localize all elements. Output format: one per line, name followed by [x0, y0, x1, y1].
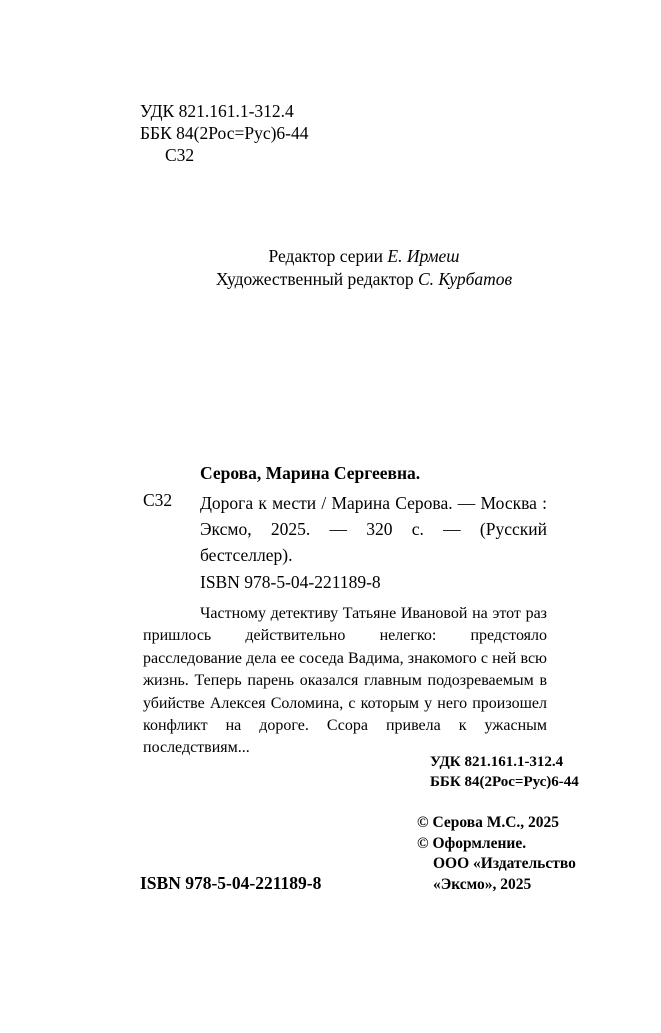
- art-editor-line: [130, 268, 598, 291]
- art-editor-name: С. Курбатов: [418, 269, 513, 289]
- bbk-top: ББК 84(2Рос=Рус)6-44: [140, 123, 309, 143]
- series-editor-label: Редактор серии: [268, 246, 388, 266]
- copyright-design-line: © Оформление.: [417, 834, 527, 852]
- annotation-text: Частному детективу Татьяне Ивановой на этот раз пришлось действительно нелегко: предстояло расследование дела ее соседа Вадима, знакомого с ней всю жизнь. Теперь парень оказался главным подозреваемым в убийстве Алексея Соломина, с которым у него произошел конфликт на дороге. Ссора привела к ужасным последствиям...: [143, 605, 547, 757]
- catalog-code: С32: [143, 490, 173, 510]
- bbk-right: ББК 84(2Рос=Рус)6-44: [430, 773, 579, 790]
- right-codes-block: [430, 753, 579, 792]
- catalog-author: Серова, Марина Сергеевна.: [200, 463, 421, 483]
- copyright-publisher-line2: «Эксмо», 2025: [433, 875, 532, 893]
- udk-right: УДК 821.161.1-312.4: [430, 754, 564, 770]
- catalog-code-top: С32: [165, 145, 195, 165]
- isbn-bottom: ISBN 978-5-04-221189-8: [140, 873, 322, 893]
- copyright-block: [417, 813, 576, 895]
- copyright-author-line: © Серова М.С., 2025: [417, 814, 560, 831]
- copyright-publisher-line1: ООО «Издательство: [433, 855, 576, 872]
- series-editor-line: [130, 245, 598, 268]
- udk-top: УДК 821.161.1-312.4: [140, 101, 294, 121]
- art-editor-label: Художественный редактор: [215, 269, 418, 289]
- catalog-entry: Дорога к мести / Марина Серова. — Москва : Эксмо, 2025. — 320 с. — (Русский бестселлер).: [200, 493, 547, 565]
- catalog-isbn: ISBN 978-5-04-221189-8: [200, 572, 381, 592]
- editors-block: [130, 245, 598, 291]
- top-codes-block: [140, 100, 309, 166]
- series-editor-name: Е. Ирмеш: [387, 246, 460, 266]
